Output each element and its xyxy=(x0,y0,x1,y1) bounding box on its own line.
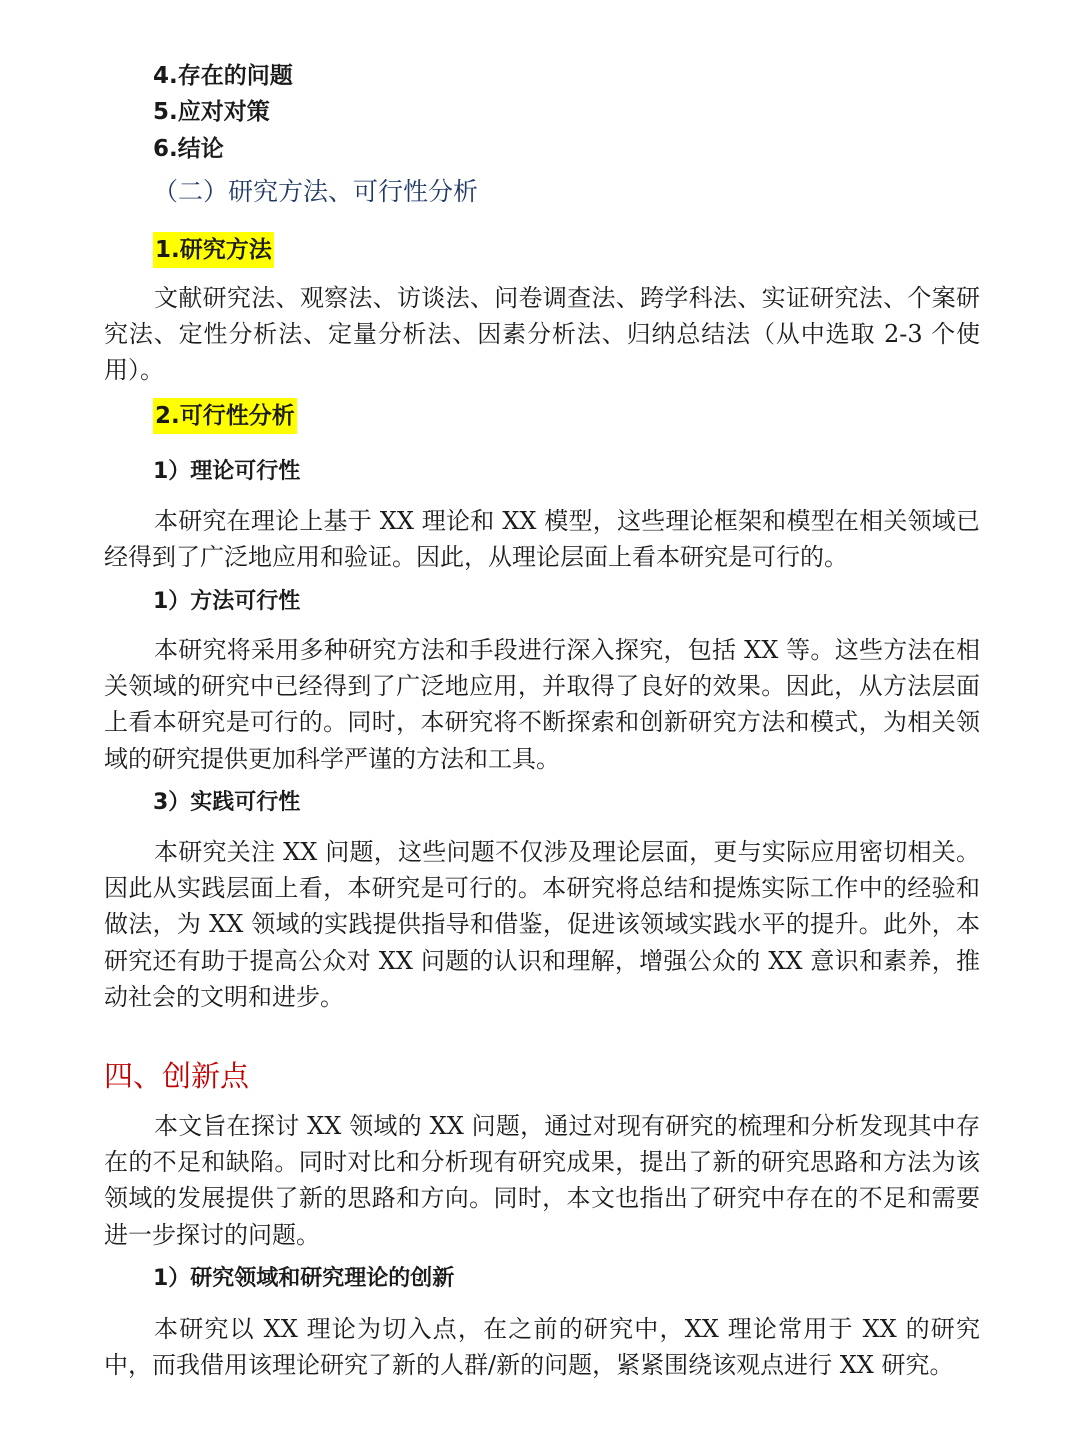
list-item-problems: 4.存在的问题 xyxy=(153,63,293,89)
section-title-methods-feasibility: （二）研究方法、可行性分析 xyxy=(153,177,479,206)
heading-research-methods: 1.研究方法 xyxy=(153,232,274,268)
paragraph-theory-feasibility: 本研究在理论上基于 XX 理论和 XX 模型，这些理论框架和模型在相关领域已经得到了广泛地应用和验证。因此，从理论层面上看本研究是可行的。 xyxy=(104,507,980,572)
paragraph-method-feasibility: 本研究将采用多种研究方法和手段进行深入探究，包括 XX 等。这些方法在相关领域的研究中已经得到了广泛地应用，并取得了良好的效果。因此，从方法层面上看本研究是可行的。同时，本研究将不断探索和创新研究方法和模式，为相关领域的研究提供更加科学严谨的方法和工具。 xyxy=(104,636,980,773)
list-item-conclusion: 6.结论 xyxy=(153,136,224,162)
subheading-practice-feasibility: 3）实践可行性 xyxy=(153,790,301,815)
paragraph-practice-feasibility: 本研究关注 XX 问题，这些问题不仅涉及理论层面，更与实际应用密切相关。因此从实践层面上看，本研究是可行的。本研究将总结和提炼实际工作中的经验和做法，为 XX 领域的实践提供指导和借鉴，促进该领域实践水平的提升。此外，本研究还有助于提高公众对 XX 问题的认识和理解，增强公众的 XX 意识和素养，推动社会的文明和进步。 xyxy=(104,838,980,1011)
paragraph-research-methods: 文献研究法、观察法、访谈法、问卷调查法、跨学科法、实证研究法、个案研究法、定性分析法、定量分析法、因素分析法、归纳总结法（从中选取 2-3 个使用）。 xyxy=(104,284,980,385)
list-item-countermeasures: 5.应对对策 xyxy=(153,99,270,125)
subheading-method-feasibility: 1）方法可行性 xyxy=(153,589,301,614)
subheading-innovation-point1: 1）研究领域和研究理论的创新 xyxy=(153,1266,455,1291)
paragraph-innovation-point1: 本研究以 XX 理论为切入点，在之前的研究中，XX 理论常用于 XX 的研究中，而我借用该理论研究了新的人群/新的问题，紧紧围绕该观点进行 XX 研究。 xyxy=(104,1315,980,1380)
chapter-title-innovation: 四、创新点 xyxy=(104,1059,250,1093)
paragraph-innovation-intro: 本文旨在探讨 XX 领域的 XX 问题，通过对现有研究的梳理和分析发现其中存在的不足和缺陷。同时对比和分析现有研究成果，提出了新的研究思路和方法为该领域的发展提供了新的思路和方向。同时，本文也指出了研究中存在的不足和需要进一步探讨的问题。 xyxy=(104,1112,980,1249)
heading-feasibility-analysis: 2.可行性分析 xyxy=(153,398,297,434)
subheading-theory-feasibility: 1）理论可行性 xyxy=(153,459,301,484)
